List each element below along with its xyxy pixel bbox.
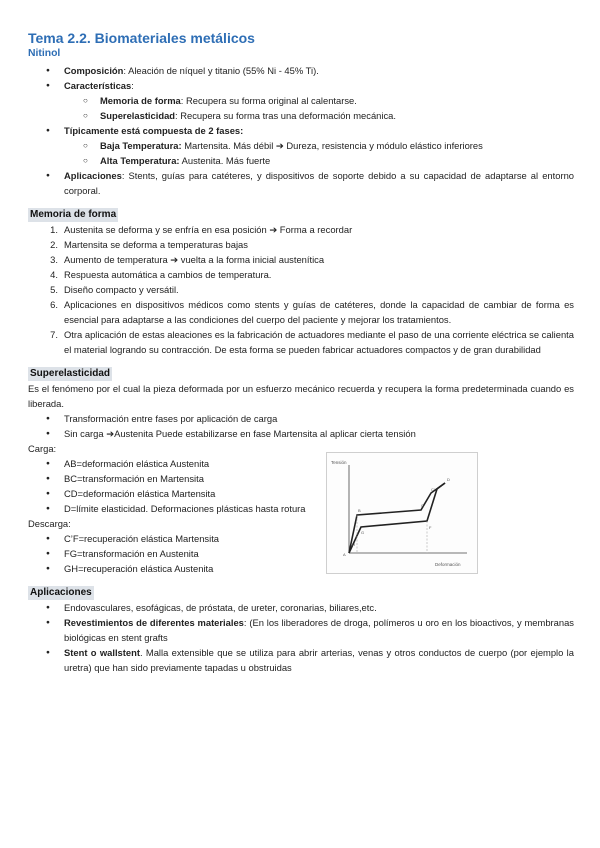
nitinol-list <box>28 63 574 198</box>
point-label-c-prime: C' <box>431 487 435 492</box>
loading-curve <box>349 483 445 553</box>
list-item: 2. Martensita se deforma a temperaturas bajas <box>50 239 248 250</box>
list-item: 5. Diseño compacto y versátil. <box>50 284 179 295</box>
list-item-baja-temp: ○ Baja Temperatura: Martensita. Más débil ➔ Dureza, resistencia y módulo elástico inferiores <box>28 138 574 153</box>
list-item-composicion: ● Composición: Aleación de níquel y titanio (55% Ni - 45% Ti). <box>28 63 574 78</box>
point-label-h: H <box>352 542 355 547</box>
list-item: ● Transformación entre fases por aplicación de carga <box>28 411 574 426</box>
list-item: ● CD=deformación elástica Martensita <box>28 486 574 501</box>
y-axis-label: Tensión <box>331 460 347 465</box>
stress-strain-diagram <box>327 453 477 573</box>
list-item-alta-temp: ○ Alta Temperatura: Austenita. Más fuerte <box>28 153 574 168</box>
list-item: ● C’F=recuperación elástica Martensita <box>28 531 574 546</box>
list-item-memoria: ○ Memoria de forma: Recupera su forma original al calentarse. <box>28 93 574 108</box>
superelasticidad-bullets <box>28 411 574 441</box>
descarga-label: Descarga: <box>28 518 71 529</box>
list-item: 3. Aumento de temperatura ➔ vuelta a la forma inicial austenítica <box>50 254 325 265</box>
list-item: 7. Otra aplicación de estas aleaciones es la fabricación de actuadores mediante el paso de una corriente eléctrica se calienta el material logrando su contracción. De esta forma se pueden fabricar actuadores compactos y de gran durabilidad <box>50 329 574 355</box>
document-page <box>28 30 574 675</box>
list-item: ● D=límite elasticidad. Deformaciones plásticas hasta rotura <box>28 501 574 516</box>
list-item: 6. Aplicaciones en dispositivos médicos como stents y guías de catéteres, donde la capacidad de cambiar de forma es esencial para adaptarse a las condiciones del cuerpo del paciente y mejorar los tratamientos. <box>50 299 574 325</box>
superelasticidad-intro: Es el fenómeno por el cual la pieza deformada por un esfuerzo mecánico recuerda y recupera la forma predeterminada cuando es liberada. <box>28 383 574 409</box>
point-label-g: G <box>361 530 365 535</box>
list-item: ● AB=deformación elástica Austenita <box>28 456 574 471</box>
list-item: ● FG=transformación en Austenita <box>28 546 574 561</box>
list-item-fases: ● Típicamente está compuesta de 2 fases: <box>28 123 574 138</box>
memoria-forma-list <box>28 222 574 357</box>
list-item-aplicaciones: ● Aplicaciones: Stents, guías para catéteres, y dispositivos de soporte debido a su capacidad de adaptarse al entorno corporal. <box>28 168 574 198</box>
aplicaciones-heading: Aplicaciones <box>30 587 92 598</box>
point-label-a: A <box>343 552 346 557</box>
carga-list <box>28 456 574 516</box>
list-item: ● BC=transformación en Martensita <box>28 471 574 486</box>
point-label-c: C <box>421 503 424 508</box>
page-title: Tema 2.2. Biomateriales metálicos <box>28 30 255 46</box>
list-item: ● Stent o wallstent. Malla extensible que se utiliza para abrir arterias, venas y otros conductos de cuerpo (por ejemplo la uretra) que han sido previamente tapadas u obstruidas <box>28 645 574 675</box>
aplicaciones-list <box>28 600 574 675</box>
carga-label: Carga: <box>28 443 57 454</box>
memoria-forma-heading: Memoria de forma <box>30 209 117 220</box>
list-item-superelasticidad: ○ Superelasticidad: Recupera su forma tras una deformación mecánica. <box>28 108 574 123</box>
list-item-caracteristicas: ● Características: <box>28 78 574 93</box>
list-item: 1. Austenita se deforma y se enfría en esa posición ➔ Forma a recordar <box>50 224 353 235</box>
superelasticidad-heading: Superelasticidad <box>30 368 111 379</box>
x-axis-label: Deformación <box>435 562 461 567</box>
nitinol-heading: Nitinol <box>28 48 61 59</box>
point-label-b: B <box>358 508 361 513</box>
list-item: 4. Respuesta automática a cambios de temperatura. <box>50 269 272 280</box>
list-item: ● Revestimientos de diferentes materiales: (En los liberadores de droga, polímeros u oro en los bioactivos, y membranas biológicas en stent grafts <box>28 615 574 645</box>
list-item: ● Sin carga ➔Austenita Puede estabilizarse en fase Martensita al aplicar cierta tensión <box>28 426 574 441</box>
list-item: ● GH=recuperación elástica Austenita <box>28 561 574 576</box>
descarga-list <box>28 531 574 576</box>
point-label-d: D <box>447 477 450 482</box>
stress-strain-figure <box>326 452 478 574</box>
list-item: ● Endovasculares, esofágicas, de próstata, de ureter, coronarias, biliares,etc. <box>28 600 574 615</box>
point-label-f: F <box>429 525 432 530</box>
